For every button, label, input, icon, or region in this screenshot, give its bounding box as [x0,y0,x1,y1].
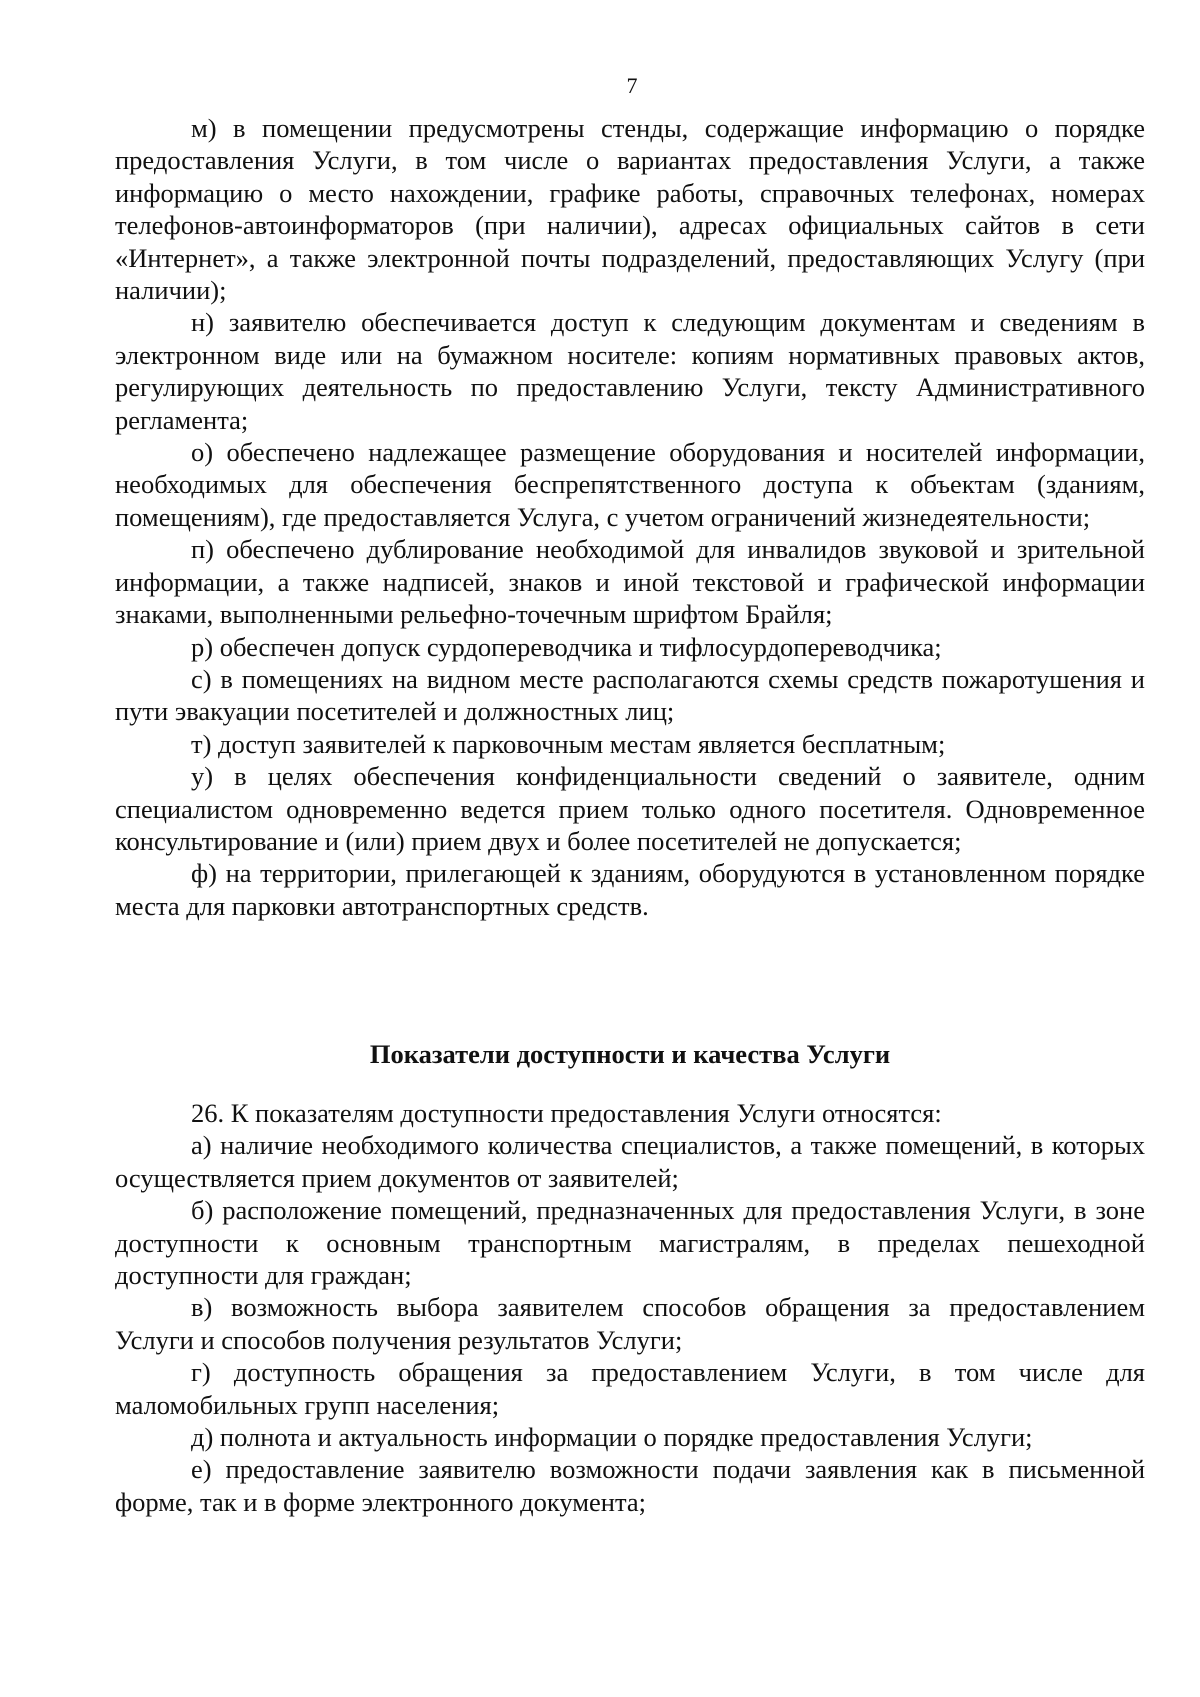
paragraph-e: е) предоставление заявителю возможности подачи заявления как в письменной форме, так и в форме электронного документа; [115,1454,1145,1517]
paragraph-r: р) обеспечен допуск сурдопереводчика и тифлосурдопереводчика; [191,631,942,662]
paragraph-g: г) доступность обращения за предоставлением Услуги, в том числе для маломобильных групп населения; [115,1357,1145,1420]
page-number: 7 [626,73,638,98]
document-body-bottom [115,1097,1145,1518]
paragraph-b: б) расположение помещений, предназначенных для предоставления Услуги, в зоне доступности к основным транспортным магистралям, в пределах пешеходной доступности для граждан; [115,1195,1145,1291]
paragraph-d: д) полнота и актуальность информации о порядке предоставления Услуги; [191,1422,1033,1453]
paragraph-n: н) заявителю обеспечивается доступ к следующим документам и сведениям в электронном виде или на бумажном носителе: копиям нормативных правовых актов, регулирующих деятельность по предоставлению Услуги, тексту Административного регламента; [115,307,1145,435]
paragraph-s: с) в помещениях на видном месте располагаются схемы средств пожаротушения и пути эвакуации посетителей и должностных лиц; [115,663,1145,727]
paragraph-p: п) обеспечено дублирование необходимой для инвалидов звуковой и зрительной информации, а также надписей, знаков и иной текстовой и графической информации знаками, выполненными рельефно-точечным шрифтом Брайля; [115,534,1145,630]
paragraph-m: м) в помещении предусмотрены стенды, содержащие информацию о порядке предоставления Услуги, в том числе о вариантах предоставления Услуги, а также информацию о место нахождении, графике работы, справочных телефонах, номерах телефонов-автоинформаторов (при наличии), адресах официальных сайтов в сети «Интернет», а также электронной почты подразделений, предоставляющих Услугу (при наличии); [115,113,1145,306]
paragraph-t: т) доступ заявителей к парковочным местам является бесплатным; [191,728,946,759]
paragraph-u: у) в целях обеспечения конфиденциальности сведений о заявителе, одним специалистом одновременно ведется прием только одного посетителя. Одновременное консультирование и (или) прием двух и более посетителей не допускается; [115,761,1145,856]
paragraph-26: 26. К показателям доступности предоставления Услуги относятся: [191,1098,942,1128]
paragraph-v: в) возможность выбора заявителем способов обращения за предоставлением Услуги и способов получения результатов Услуги; [115,1292,1145,1355]
document-body-top [115,112,1145,922]
section-title: Показатели доступности и качества Услуги [369,1039,891,1069]
paragraph-o: о) обеспечено надлежащее размещение оборудования и носителей информации, необходимых для обеспечения беспрепятственного доступа к объектам (зданиям, помещениям), где предоставляется Услуга, с учетом ограничений жизнедеятельности; [115,437,1145,532]
paragraph-a: а) наличие необходимого количества специалистов, а также помещений, в которых осуществляется прием документов от заявителей; [115,1130,1145,1193]
paragraph-f: ф) на территории, прилегающей к зданиям, оборудуются в установленном порядке места для парковки автотранспортных средств. [115,858,1145,921]
